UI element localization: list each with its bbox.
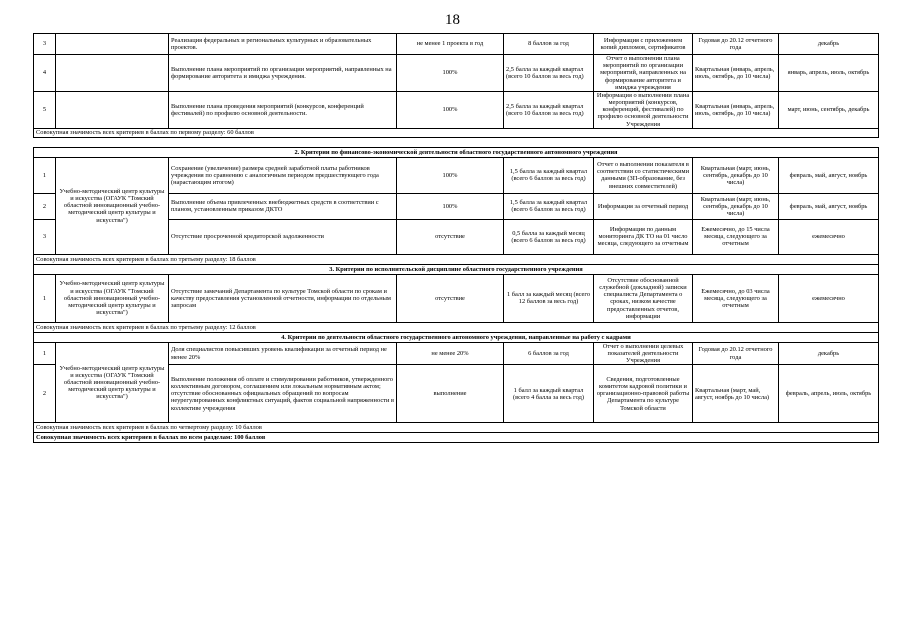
row-number: 5 <box>34 91 56 128</box>
spacer-row <box>34 137 879 147</box>
criterion-cell: Доля специалистов повысивших уровень квалификации за отчетный период не менее 20% <box>169 342 397 365</box>
row-number: 4 <box>34 55 56 92</box>
value-cell: 100% <box>397 55 504 92</box>
score-cell: 1 балл за каждый месяц (всего 12 баллов за весь год) <box>504 274 594 322</box>
institution-cell <box>56 34 169 55</box>
evidence-cell: Отчет о выполнении целевых показателей деятельности Учреждения <box>594 342 693 365</box>
institution-cell: Учебно-методический центр культуры и искусства (ОГАУК "Томский областной инновационный учебно-методический центр культуры и искусства") <box>56 342 169 423</box>
score-cell: 8 баллов за год <box>504 34 594 55</box>
months-cell: март, июнь, сентябрь, декабрь <box>779 91 879 128</box>
criterion-cell: Отсутствие просроченной кредиторской задолженности <box>169 219 397 254</box>
score-cell: 2,5 балла за каждый квартал (всего 10 баллов за весь год) <box>504 55 594 92</box>
criterion-cell: Выполнение объема привлеченных внебюджетных средств в соответствии с планом, установленным приказом ДКТО <box>169 193 397 219</box>
row-number: 3 <box>34 219 56 254</box>
period-cell: Квартальная (январь, апрель, июль, октябрь, до 10 числа) <box>693 55 779 92</box>
score-cell: 0,5 балла за каждый месяц (всего 6 баллов за весь год) <box>504 219 594 254</box>
period-cell: Квартальная (март, май, август, ноябрь до 10 числа) <box>693 365 779 423</box>
value-cell: отсутствие <box>397 219 504 254</box>
score-cell: 1,5 балла за каждый квартал (всего 6 баллов за весь год) <box>504 157 594 193</box>
value-cell: 100% <box>397 91 504 128</box>
criterion-cell: Отсутствие замечаний Департамента по культуре Томской области по срокам и качеству предоставления установленной отчетности, информации по отдельным запросам <box>169 274 397 322</box>
row-number: 2 <box>34 365 56 423</box>
value-cell: отсутствие <box>397 274 504 322</box>
value-cell: не менее 1 проекта в год <box>397 34 504 55</box>
period-cell: Квартальная (март, июнь, сентябрь, декабрь до 10 числа) <box>693 157 779 193</box>
value-cell: выполнение <box>397 365 504 423</box>
score-cell: 6 баллов за год <box>504 342 594 365</box>
months-cell: декабрь <box>779 34 879 55</box>
months-cell: февраль, апрель, июль, октябрь <box>779 365 879 423</box>
table-row <box>34 157 879 193</box>
page-number: 18 <box>445 12 460 28</box>
criterion-cell: Выполнение плана мероприятий по организации мероприятий, направленных на формирование авторитета и имиджа учреждения. <box>169 55 397 92</box>
evidence-cell: Информация с приложением копий дипломов, сертификатов <box>594 34 693 55</box>
table-row <box>34 342 879 365</box>
months-cell: январь, апрель, июль, октябрь <box>779 55 879 92</box>
evidence-cell: Отчет о выполнении показателя в соответствии со статистическими данными (ЗП-образование, без внешних совместителей) <box>594 157 693 193</box>
row-number: 3 <box>34 34 56 55</box>
section-summary: Совокупная значимость всех критериев в баллах по третьему разделу: 18 баллов <box>34 254 879 264</box>
table-row <box>34 34 879 55</box>
section-summary-row <box>34 254 879 264</box>
spacer <box>34 137 879 147</box>
criteria-table <box>33 33 879 443</box>
section-summary-row <box>34 423 879 433</box>
score-cell: 1,5 балла за каждый квартал (всего 6 баллов за весь год) <box>504 193 594 219</box>
institution-cell: Учебно-методический центр культуры и искусства (ОГАУК "Томский областной инновационный учебно-методический центр культуры и искусства") <box>56 274 169 322</box>
evidence-cell: Отсутствие обоснованной служебной (докладной) записки специалиста Департамента о сроках, низком качестве предоставленных отчетов, информации <box>594 274 693 322</box>
months-cell: декабрь <box>779 342 879 365</box>
section-summary-row <box>34 322 879 332</box>
section-title: 2. Критерии по финансово-экономической деятельности областного государственного автономного учреждения <box>34 147 879 157</box>
institution-cell: Учебно-методический центр культуры и искусства (ОГАУК "Томский областной инновационный учебно-методический центр культуры и искусства") <box>56 157 169 254</box>
total-summary: Совокупная значимость всех критериев в баллах по всем разделам: 100 баллов <box>34 433 879 443</box>
section-title: 4. Критерии по деятельности областного государственного автономного учреждения, направленные на работу с кадрами <box>34 332 879 342</box>
institution-cell <box>56 55 169 92</box>
score-cell: 2,5 балла за каждый квартал (всего 10 баллов за весь год) <box>504 91 594 128</box>
score-cell: 1 балл за каждый квартал (всего 4 балла за весь год) <box>504 365 594 423</box>
row-number: 1 <box>34 157 56 193</box>
evidence-cell: Информация за отчетный период <box>594 193 693 219</box>
section-summary: Совокупная значимость всех критериев в баллах по четвертому разделу: 10 баллов <box>34 423 879 433</box>
row-number: 2 <box>34 193 56 219</box>
months-cell: февраль, май, август, ноябрь <box>779 157 879 193</box>
table-row <box>34 91 879 128</box>
row-number: 1 <box>34 274 56 322</box>
evidence-cell: Информация о выполнении плана мероприятий (конкурсов, конференций, фестивалей) по профилю основной деятельности Учреждения <box>594 91 693 128</box>
section-header-row <box>34 332 879 342</box>
section-title: 3. Критерии по исполнительской дисциплине областного государственного учреждения <box>34 264 879 274</box>
value-cell: 100% <box>397 157 504 193</box>
total-row <box>34 433 879 443</box>
criterion-cell: Сохранение (увеличение) размера средней заработной платы работников учреждения по сравнению с аналогичным периодом предшествующего года (нарастающим итогом) <box>169 157 397 193</box>
months-cell: февраль, май, август, ноябрь <box>779 193 879 219</box>
period-cell: Квартальная (январь, апрель, июль, октябрь, до 10 числа) <box>693 91 779 128</box>
value-cell: не менее 20% <box>397 342 504 365</box>
criterion-cell: Выполнение плана проведения мероприятий (конкурсов, конференций фестивалей) по профилю основной деятельности. <box>169 91 397 128</box>
period-cell: Годовая до 20.12 отчетного года <box>693 342 779 365</box>
months-cell: ежемесячно <box>779 219 879 254</box>
section-summary: Совокупная значимость всех критериев в баллах по первому разделу: 60 баллов <box>34 128 879 137</box>
criterion-cell: Реализация федеральных и региональных культурных и образовательных проектов. <box>169 34 397 55</box>
section-summary: Совокупная значимость всех критериев в баллах по третьему разделу: 12 баллов <box>34 322 879 332</box>
table-row <box>34 274 879 322</box>
evidence-cell: Отчет о выполнении плана мероприятий по организации мероприятий, направленных на формирование авторитета и имиджа учреждения <box>594 55 693 92</box>
evidence-cell: Информация по данным мониторинга ДК ТО на 01 число месяца, следующего за отчетным <box>594 219 693 254</box>
period-cell: Ежемесячно, до 15 числа месяца, следующего за отчетным <box>693 219 779 254</box>
section-header-row <box>34 147 879 157</box>
period-cell: Годовая до 20.12 отчетного года <box>693 34 779 55</box>
period-cell: Квартальная (март, июнь, сентябрь, декабрь до 10 числа) <box>693 193 779 219</box>
months-cell: ежемесячно <box>779 274 879 322</box>
institution-cell <box>56 91 169 128</box>
criterion-cell: Выполнение положения об оплате и стимулировании работников, утвержденного коллективным договором, соглашением или локальным нормативным актом; отсутствие обоснованных официальных обращений по вопросам неурегулированных конфликтных ситуаций, фактов социальной напряженности в коллективе учреждения <box>169 365 397 423</box>
evidence-cell: Сведения, подготовленные комитетом кадровой политики и организационно-правовой работы Департамента по культуре Томской области <box>594 365 693 423</box>
value-cell: 100% <box>397 193 504 219</box>
section-summary-row <box>34 128 879 137</box>
period-cell: Ежемесячно, до 03 числа месяца, следующего за отчетным <box>693 274 779 322</box>
table-row <box>34 55 879 92</box>
section-header-row <box>34 264 879 274</box>
row-number: 1 <box>34 342 56 365</box>
